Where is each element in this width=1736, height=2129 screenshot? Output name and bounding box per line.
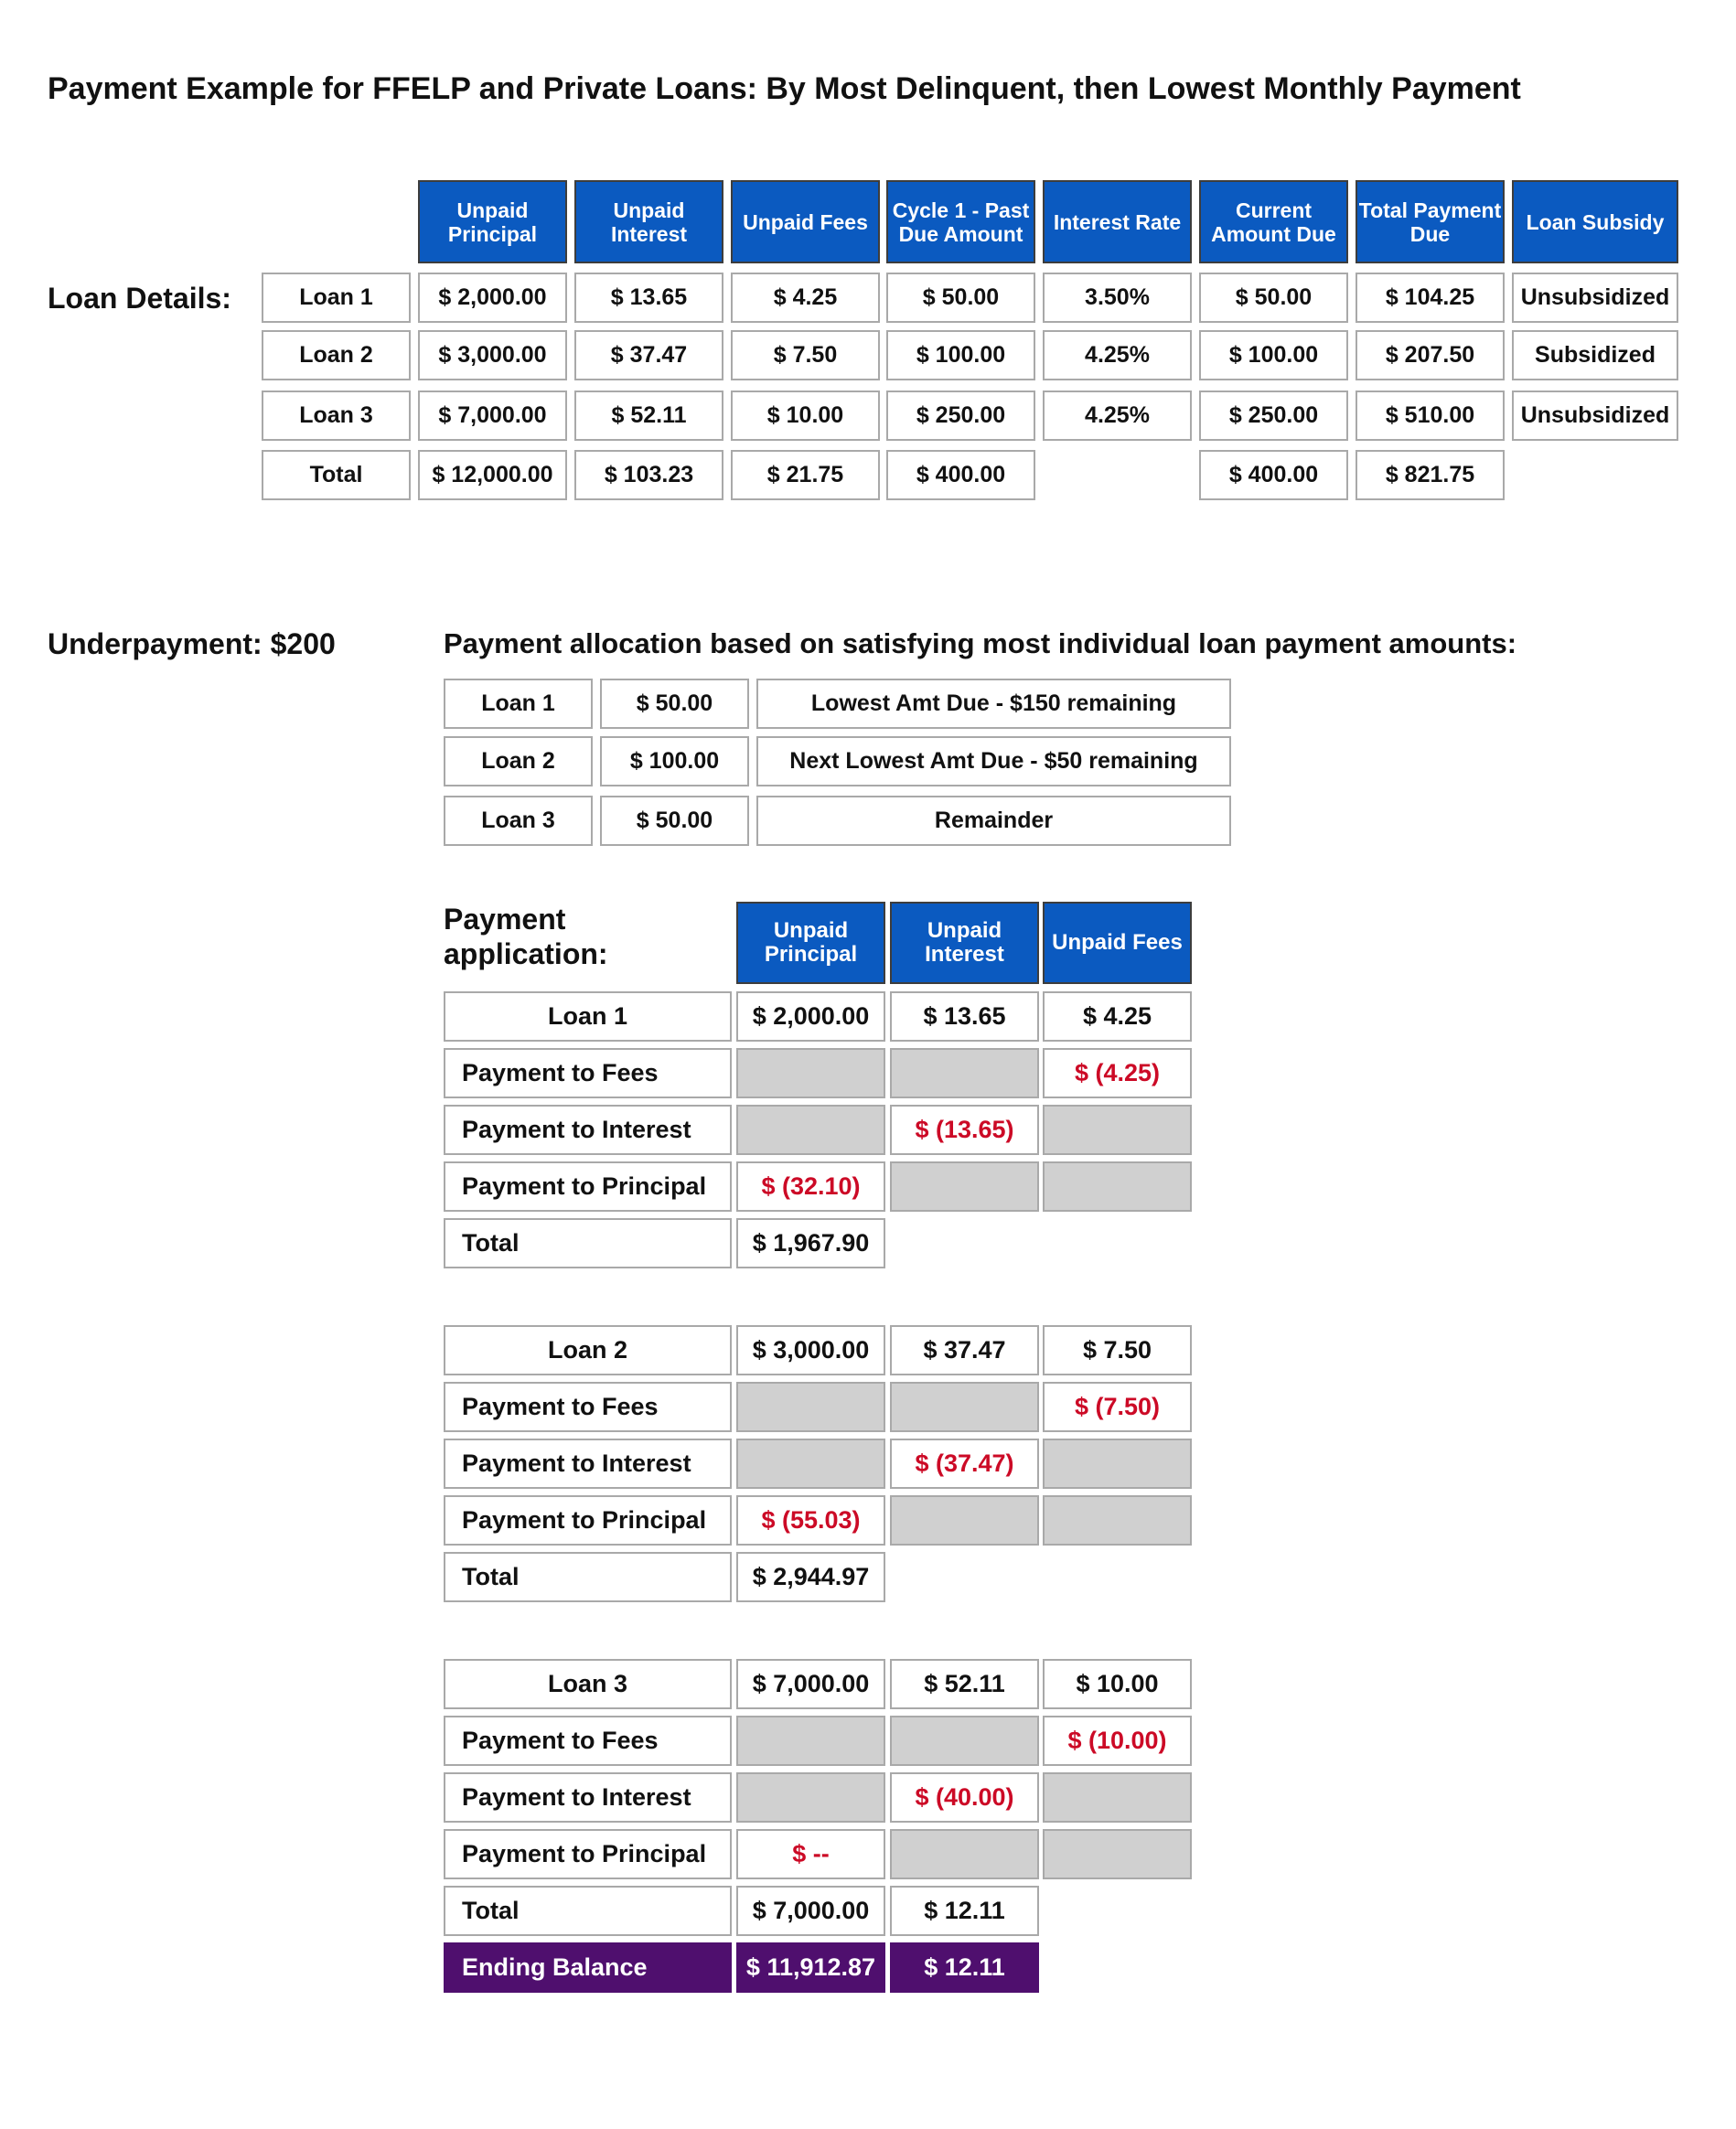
loan-rate-cell: 3.50%: [1043, 273, 1192, 323]
loan-past-due-cell: $ 250.00: [886, 390, 1035, 441]
ending-balance-principal: $ 11,912.87: [736, 1942, 885, 1993]
loan-rate-cell: 4.25%: [1043, 330, 1192, 380]
loan-row-label: Loan 1: [262, 273, 411, 323]
payment-to-interest-label: Payment to Interest: [444, 1439, 732, 1489]
loan-current-due-cell: $ 250.00: [1199, 390, 1348, 441]
loan-row-label: Loan 3: [262, 390, 411, 441]
loan-interest-cell: $ 37.47: [574, 330, 723, 380]
empty-cell: [890, 1161, 1039, 1212]
app-loan-interest: $ 52.11: [890, 1659, 1039, 1709]
total-past-due-cell: $ 400.00: [886, 450, 1035, 500]
loan-fees-cell: $ 10.00: [731, 390, 880, 441]
loan-past-due-cell: $ 50.00: [886, 273, 1035, 323]
total-principal-value: $ 2,944.97: [736, 1552, 885, 1602]
empty-cell: [736, 1048, 885, 1098]
empty-cell: [1043, 1772, 1192, 1823]
empty-cell: [736, 1439, 885, 1489]
allocation-title: Payment allocation based on satisfying most individual loan payment amounts:: [444, 627, 1517, 659]
total-interest-cell: $ 103.23: [574, 450, 723, 500]
loan-total-due-cell: $ 104.25: [1356, 273, 1505, 323]
allocation-amount-cell: $ 50.00: [600, 679, 749, 729]
app-loan-interest: $ 37.47: [890, 1325, 1039, 1375]
allocation-loan-cell: Loan 2: [444, 736, 593, 786]
loan-details-label: Loan Details:: [48, 282, 231, 315]
header-unpaid-fees: Unpaid Fees: [731, 180, 880, 263]
empty-cell: [1043, 1161, 1192, 1212]
app-loan-principal: $ 7,000.00: [736, 1659, 885, 1709]
payment-to-principal-label: Payment to Principal: [444, 1495, 732, 1546]
loan-total-due-cell: $ 207.50: [1356, 330, 1505, 380]
header-interest-rate: Interest Rate: [1043, 180, 1192, 263]
app-loan-principal: $ 2,000.00: [736, 991, 885, 1042]
loan-fees-cell: $ 7.50: [731, 330, 880, 380]
loan-interest-cell: $ 13.65: [574, 273, 723, 323]
app-loan-principal: $ 3,000.00: [736, 1325, 885, 1375]
empty-cell: [1043, 1829, 1192, 1879]
allocation-amount-cell: $ 50.00: [600, 796, 749, 846]
empty-cell: [890, 1495, 1039, 1546]
payment-to-principal-label: Payment to Principal: [444, 1829, 732, 1879]
loan-rate-cell: 4.25%: [1043, 390, 1192, 441]
app-loan-interest: $ 13.65: [890, 991, 1039, 1042]
payment-to-principal-value: $ (32.10): [736, 1161, 885, 1212]
app-loan-name: Loan 2: [444, 1325, 732, 1375]
total-current-due-cell: $ 400.00: [1199, 450, 1348, 500]
empty-cell: [736, 1105, 885, 1155]
app-loan-name: Loan 1: [444, 991, 732, 1042]
empty-cell: [1043, 1495, 1192, 1546]
payment-to-fees-value: $ (10.00): [1043, 1716, 1192, 1766]
payment-to-fees-value: $ (4.25): [1043, 1048, 1192, 1098]
header-current-amount-due: Current Amount Due: [1199, 180, 1348, 263]
allocation-note-cell: Next Lowest Amt Due - $50 remaining: [756, 736, 1231, 786]
loan-principal-cell: $ 2,000.00: [418, 273, 567, 323]
empty-cell: [1043, 1105, 1192, 1155]
total-label: Total: [444, 1886, 732, 1936]
empty-cell: [890, 1716, 1039, 1766]
app-header-unpaid-interest: Unpaid Interest: [890, 902, 1039, 984]
payment-to-principal-label: Payment to Principal: [444, 1161, 732, 1212]
payment-to-interest-value: $ (40.00): [890, 1772, 1039, 1823]
payment-to-fees-label: Payment to Fees: [444, 1048, 732, 1098]
application-title-line-2: application:: [444, 937, 608, 970]
header-unpaid-interest: Unpaid Interest: [574, 180, 723, 263]
payment-to-principal-value: $ --: [736, 1829, 885, 1879]
loan-current-due-cell: $ 50.00: [1199, 273, 1348, 323]
allocation-note-cell: Lowest Amt Due - $150 remaining: [756, 679, 1231, 729]
loan-subsidy-cell: Subsidized: [1512, 330, 1678, 380]
allocation-loan-cell: Loan 1: [444, 679, 593, 729]
loan-fees-cell: $ 4.25: [731, 273, 880, 323]
loan-principal-cell: $ 7,000.00: [418, 390, 567, 441]
loan-current-due-cell: $ 100.00: [1199, 330, 1348, 380]
loan-subsidy-cell: Unsubsidized: [1512, 390, 1678, 441]
allocation-loan-cell: Loan 3: [444, 796, 593, 846]
empty-cell: [736, 1716, 885, 1766]
total-interest-value: $ 12.11: [890, 1886, 1039, 1936]
total-principal-cell: $ 12,000.00: [418, 450, 567, 500]
underpayment-label: Underpayment: $200: [48, 627, 336, 660]
empty-cell: [890, 1048, 1039, 1098]
application-title-line-1: Payment: [444, 903, 566, 936]
total-payment-due-cell: $ 821.75: [1356, 450, 1505, 500]
payment-to-interest-label: Payment to Interest: [444, 1772, 732, 1823]
header-total-payment-due: Total Payment Due: [1356, 180, 1505, 263]
app-header-unpaid-principal: Unpaid Principal: [736, 902, 885, 984]
payment-to-principal-value: $ (55.03): [736, 1495, 885, 1546]
total-row-label: Total: [262, 450, 411, 500]
loan-total-due-cell: $ 510.00: [1356, 390, 1505, 441]
header-past-due-amount: Cycle 1 - Past Due Amount: [886, 180, 1035, 263]
app-loan-fees: $ 4.25: [1043, 991, 1192, 1042]
loan-row-label: Loan 2: [262, 330, 411, 380]
total-principal-value: $ 1,967.90: [736, 1218, 885, 1268]
total-fees-cell: $ 21.75: [731, 450, 880, 500]
application-title: [444, 902, 608, 971]
allocation-amount-cell: $ 100.00: [600, 736, 749, 786]
empty-cell: [890, 1382, 1039, 1432]
empty-cell: [736, 1772, 885, 1823]
allocation-note-cell: Remainder: [756, 796, 1231, 846]
empty-cell: [736, 1382, 885, 1432]
empty-cell: [890, 1829, 1039, 1879]
page-title: Payment Example for FFELP and Private Loans: By Most Delinquent, then Lowest Monthly Payment: [48, 71, 1521, 106]
header-unpaid-principal: Unpaid Principal: [418, 180, 567, 263]
app-loan-fees: $ 7.50: [1043, 1325, 1192, 1375]
payment-to-interest-value: $ (13.65): [890, 1105, 1039, 1155]
app-header-unpaid-fees: Unpaid Fees: [1043, 902, 1192, 984]
payment-to-fees-label: Payment to Fees: [444, 1382, 732, 1432]
loan-principal-cell: $ 3,000.00: [418, 330, 567, 380]
app-loan-name: Loan 3: [444, 1659, 732, 1709]
loan-interest-cell: $ 52.11: [574, 390, 723, 441]
total-label: Total: [444, 1218, 732, 1268]
loan-subsidy-cell: Unsubsidized: [1512, 273, 1678, 323]
loan-past-due-cell: $ 100.00: [886, 330, 1035, 380]
payment-to-interest-value: $ (37.47): [890, 1439, 1039, 1489]
ending-balance-label: Ending Balance: [444, 1942, 732, 1993]
total-principal-value: $ 7,000.00: [736, 1886, 885, 1936]
empty-cell: [1043, 1439, 1192, 1489]
payment-to-interest-label: Payment to Interest: [444, 1105, 732, 1155]
payment-to-fees-label: Payment to Fees: [444, 1716, 732, 1766]
total-label: Total: [444, 1552, 732, 1602]
header-loan-subsidy: Loan Subsidy: [1512, 180, 1678, 263]
ending-balance-interest: $ 12.11: [890, 1942, 1039, 1993]
payment-to-fees-value: $ (7.50): [1043, 1382, 1192, 1432]
app-loan-fees: $ 10.00: [1043, 1659, 1192, 1709]
